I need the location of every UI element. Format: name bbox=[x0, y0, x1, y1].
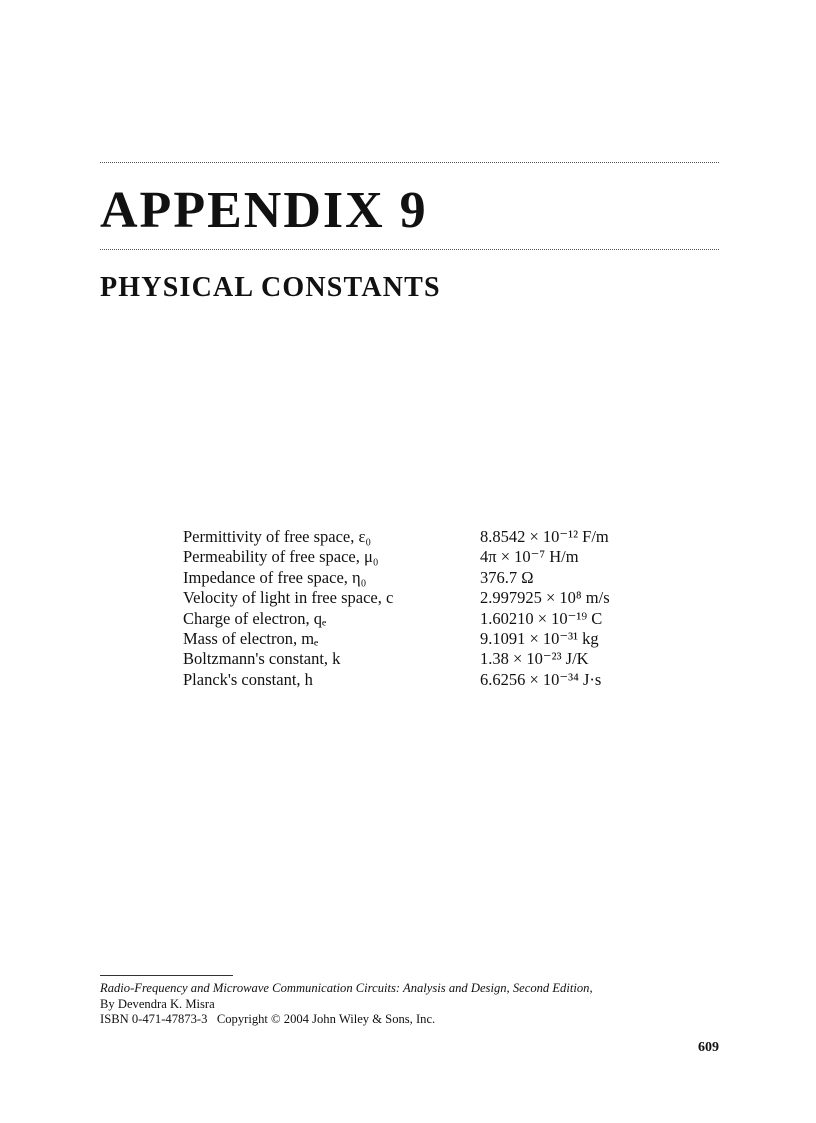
constant-row bbox=[183, 649, 610, 669]
constant-row bbox=[183, 527, 610, 547]
constants-table bbox=[183, 527, 610, 690]
top-divider bbox=[100, 162, 719, 163]
constant-name: Permittivity of free space, ε₀ bbox=[183, 527, 372, 546]
constant-value: 4π × 10⁻⁷ H/m bbox=[480, 547, 579, 567]
constant-row bbox=[183, 629, 610, 649]
constant-value: 1.60210 × 10⁻¹⁹ C bbox=[480, 608, 603, 628]
constant-value: 6.6256 × 10⁻³⁴ J·s bbox=[480, 669, 602, 689]
constant-row bbox=[183, 568, 610, 588]
constant-row bbox=[183, 547, 610, 567]
constant-name: Permeability of free space, μ₀ bbox=[183, 547, 379, 567]
constant-name: Impedance of free space, η₀ bbox=[183, 567, 367, 587]
constant-value: 2.997925 × 10⁸ m/s bbox=[480, 588, 610, 608]
constant-name: Velocity of light in free space, c bbox=[183, 588, 394, 608]
constant-value: 8.8542 × 10⁻¹² F/m bbox=[480, 527, 609, 546]
constant-row bbox=[183, 588, 610, 608]
constant-value: 1.38 × 10⁻²³ J/K bbox=[480, 649, 589, 669]
chapter-title: APPENDIX 9 bbox=[100, 182, 428, 239]
page-number: 609 bbox=[698, 1040, 719, 1055]
constant-name: Boltzmann's constant, k bbox=[183, 649, 341, 669]
footnote bbox=[100, 981, 593, 1028]
footnote-book-title: Radio-Frequency and Microwave Communication Circuits: Analysis and Design, Second Edition, bbox=[100, 981, 593, 995]
constant-name: Mass of electron, mₑ bbox=[183, 628, 319, 648]
footnote-isbn-copyright: ISBN 0-471-47873-3 Copyright © 2004 John Wiley & Sons, Inc. bbox=[100, 1012, 436, 1027]
constant-value: 9.1091 × 10⁻³¹ kg bbox=[480, 628, 599, 648]
constant-row bbox=[183, 609, 610, 629]
footnote-author: By Devendra K. Misra bbox=[100, 996, 215, 1011]
footnote-divider bbox=[100, 975, 233, 976]
chapter-subtitle: PHYSICAL CONSTANTS bbox=[100, 272, 441, 303]
constant-name: Charge of electron, qₑ bbox=[183, 608, 327, 628]
title-divider bbox=[100, 249, 719, 250]
constant-name: Planck's constant, h bbox=[183, 669, 313, 689]
constant-value: 376.7 Ω bbox=[480, 567, 534, 587]
constant-row bbox=[183, 670, 610, 690]
